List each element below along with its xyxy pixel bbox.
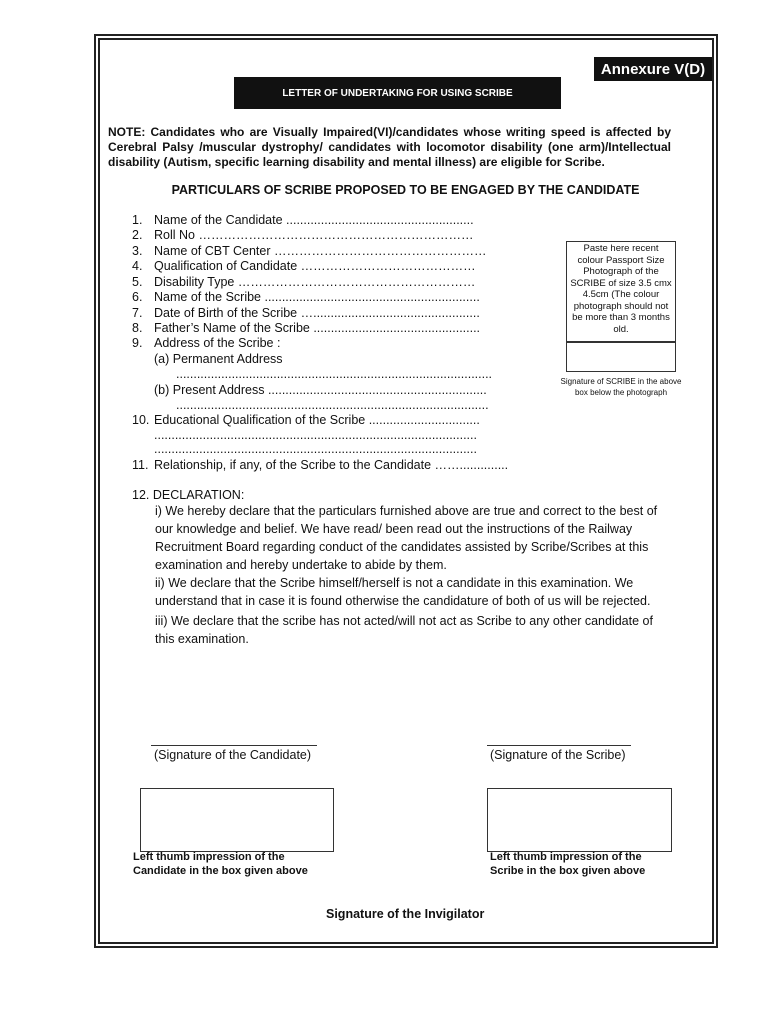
qualification-line-2[interactable]: ............................................................................................. bbox=[154, 442, 477, 456]
invigilator-signature-label: Signature of the Invigilator bbox=[326, 907, 485, 921]
field-relationship[interactable]: 11. Relationship, if any, of the Scribe to the Candidate …….............. bbox=[132, 458, 509, 472]
field-candidate-name[interactable]: 1. Name of the Candidate ...................................................... bbox=[132, 213, 474, 227]
declaration-para-2: ii) We declare that the Scribe himself/herself is not a candidate in this examination. We understand that in case it is found otherwise the candidature of both of us will be rejected. bbox=[155, 576, 651, 608]
declaration-para-3: iii) We declare that the scribe has not acted/will not act as Scribe to any other candidate of this examination. bbox=[155, 614, 653, 646]
scribe-signature-caption: Signature of SCRIBE in the above box below the photograph bbox=[560, 377, 682, 397]
eligibility-note: NOTE: Candidates who are Visually Impaired(VI)/candidates whose writing speed is affected by Cerebral Palsy /muscular dystrophy/ candidates with locomotor disability (one arm)/Intellectual disability (Autism, specific learning disability and mental illness) are eligible for Scribe. bbox=[108, 125, 671, 169]
field-scribe-address: 9. Address of the Scribe : bbox=[132, 336, 281, 350]
scribe-thumb-box[interactable] bbox=[487, 788, 672, 852]
declaration-para-1: i) We hereby declare that the particulars furnished above are true and correct to the best of our knowledge and belief. We have read/ been read out the instructions of the Railway Recruitment Board regarding conduct of the candidates assisted by Scribe/Scribes at this examination and hereby undertake to abide by them. bbox=[155, 504, 658, 572]
scribe-signature-box[interactable] bbox=[566, 342, 676, 372]
field-disability-type[interactable]: 5. Disability Type ………………………………………………… bbox=[132, 275, 476, 289]
declaration-title: 12. DECLARATION: bbox=[132, 488, 245, 502]
permanent-address-label: (a) Permanent Address bbox=[154, 352, 283, 366]
scribe-thumb-caption: Left thumb impression of the Scribe in the box given above bbox=[490, 851, 646, 877]
document-title: LETTER OF UNDERTAKING FOR USING SCRIBE bbox=[234, 77, 561, 109]
present-address-field[interactable]: (b) Present Address ............................................................... bbox=[154, 383, 487, 397]
field-candidate-qualification[interactable]: 4. Qualification of Candidate …………………………………… bbox=[132, 259, 476, 273]
field-scribe-dob[interactable]: 7. Date of Birth of the Scribe …................................................ bbox=[132, 306, 480, 320]
present-address-line[interactable]: .......................................................................................... bbox=[176, 398, 489, 412]
candidate-thumb-box[interactable] bbox=[140, 788, 334, 852]
scribe-signature-label: (Signature of the Scribe) bbox=[490, 748, 626, 762]
qualification-line-1[interactable]: ............................................................................................. bbox=[154, 428, 477, 442]
scribe-signature-line[interactable] bbox=[487, 745, 631, 746]
field-scribe-qualification[interactable]: 10. Educational Qualification of the Scribe ................................ bbox=[132, 413, 480, 427]
candidate-thumb-caption: Left thumb impression of the Candidate in the box given above bbox=[133, 851, 308, 877]
field-scribe-father-name[interactable]: 8. Father’s Name of the Scribe ................................................ bbox=[132, 321, 481, 335]
candidate-signature-line[interactable] bbox=[151, 745, 317, 746]
scribe-photo-box[interactable]: Paste here recent colour Passport Size Photograph of the SCRIBE of size 3.5 cmx 4.5cm (The colour photograph should not be more than 3 months old. bbox=[566, 241, 676, 342]
field-roll-no[interactable]: 2. Roll No ………………………………………………………… bbox=[132, 228, 474, 242]
annexure-badge: Annexure V(D) bbox=[594, 57, 712, 81]
candidate-signature-label: (Signature of the Candidate) bbox=[154, 748, 312, 762]
field-cbt-center[interactable]: 3. Name of CBT Center …………………………………………… bbox=[132, 244, 487, 258]
permanent-address-line[interactable]: ........................................................................................... bbox=[176, 367, 493, 381]
field-scribe-name[interactable]: 6. Name of the Scribe .............................................................. bbox=[132, 290, 480, 304]
section-heading: PARTICULARS OF SCRIBE PROPOSED TO BE ENGAGED BY THE CANDIDATE bbox=[171, 183, 640, 197]
